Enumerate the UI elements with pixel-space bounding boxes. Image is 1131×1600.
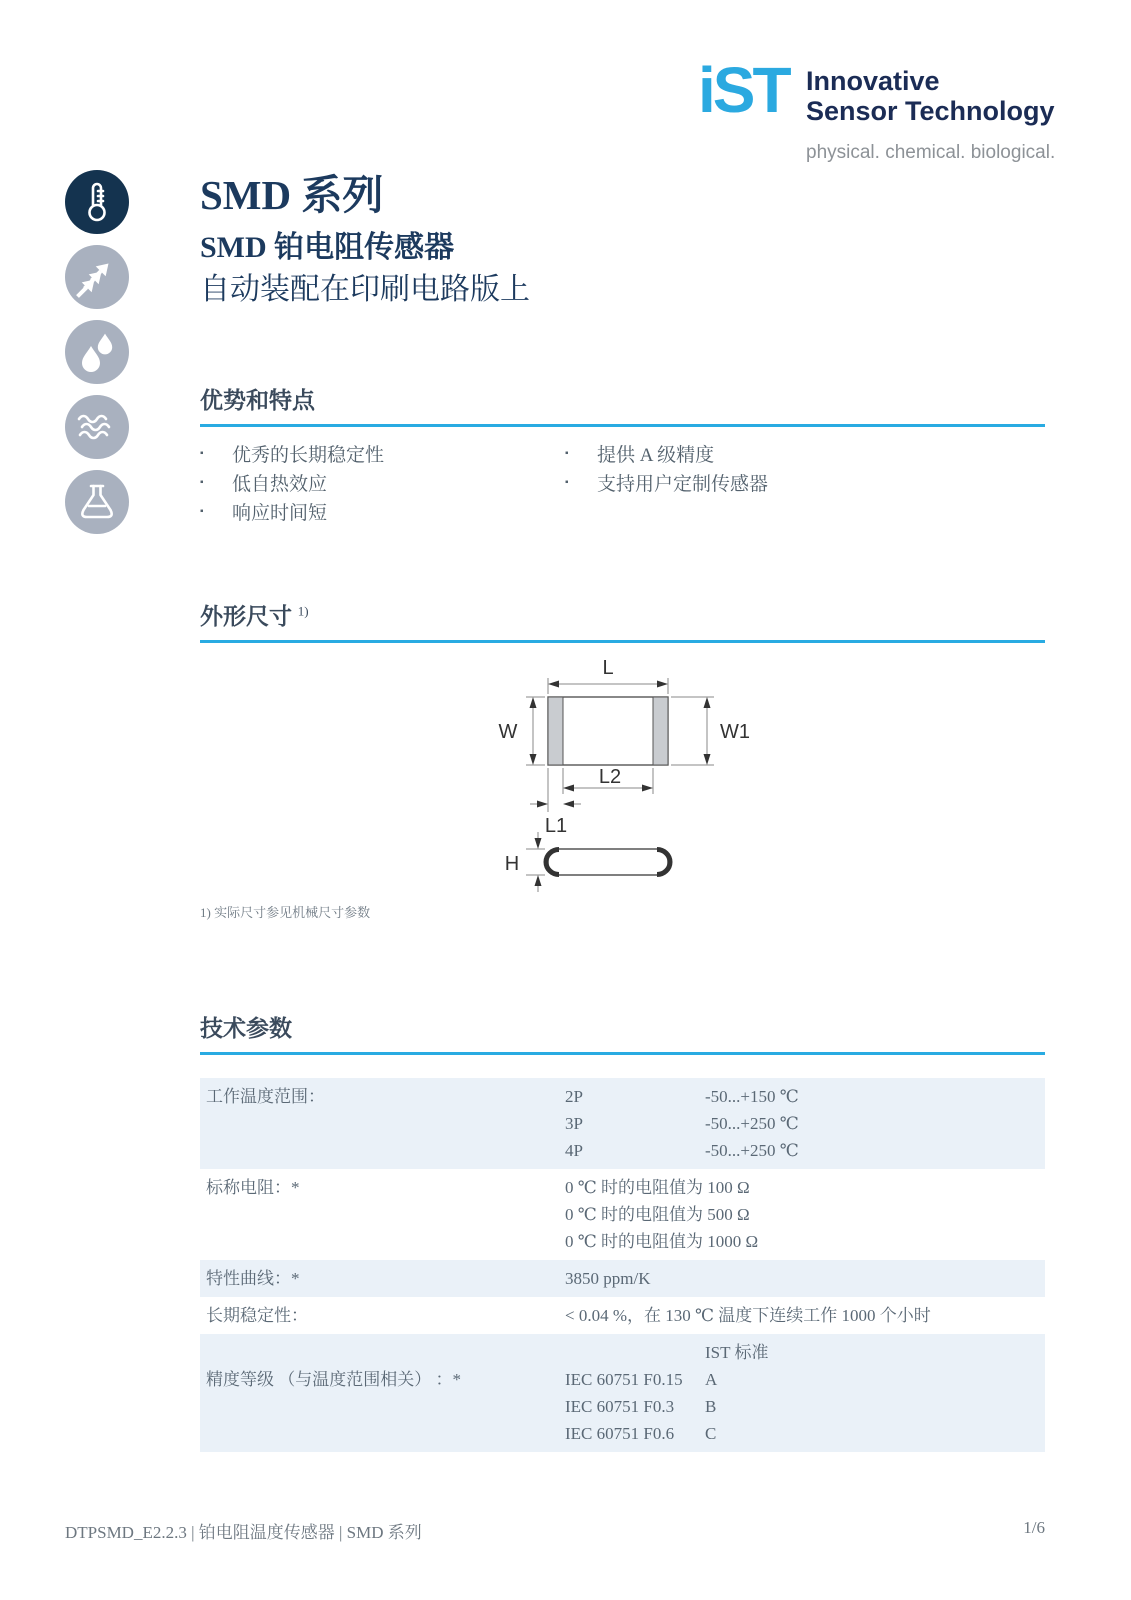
page-title: SMD 系列 <box>200 172 384 218</box>
dim-label-W: W <box>498 721 518 743</box>
smd-terminal-right <box>653 697 668 765</box>
spec-value: 3P <box>565 1114 583 1133</box>
footnote-marker: 1) <box>297 603 309 619</box>
spec-value: 3850 ppm/K <box>565 1269 651 1288</box>
company-name-line2: Sensor Technology <box>806 96 1055 126</box>
flow-icon <box>65 245 129 309</box>
spec-label: 精度等级 （与温度范围相关） ：* <box>206 1370 461 1389</box>
humidity-icon <box>65 320 129 384</box>
company-name <box>806 66 1055 126</box>
footer-page-number: 1/6 <box>1023 1518 1045 1537</box>
ist-logo-mark: iST <box>698 54 789 126</box>
spec-value: IEC 60751 F0.3 <box>565 1397 675 1416</box>
flask-icon <box>65 470 129 534</box>
smd-side-view <box>548 849 668 875</box>
table-row <box>200 1297 1045 1334</box>
smd-top-view <box>548 697 668 765</box>
specs-heading: 技术参数 <box>200 1010 1045 1055</box>
spec-value: 0 ℃ 时的电阻值为 1000 Ω <box>565 1232 759 1251</box>
feature-text: 优秀的长期稳定性 <box>232 445 385 466</box>
list-item <box>200 498 384 527</box>
list-item <box>565 440 768 469</box>
bullet-icon: ▪ <box>565 448 569 459</box>
page-subtitle: SMD 铂电阻传感器 <box>200 231 455 264</box>
dimensions-heading: 外形尺寸 $^{1)}$ <box>200 598 1045 643</box>
spec-column-header: IST 标准 <box>705 1343 769 1362</box>
company-name-line1: Innovative <box>806 66 940 96</box>
list-item <box>200 440 384 469</box>
title-block <box>200 172 530 307</box>
bullet-icon: ▪ <box>565 477 569 488</box>
bullet-icon: ▪ <box>200 477 204 488</box>
dim-label-L2: L2 <box>598 766 622 788</box>
spec-value: B <box>705 1397 717 1416</box>
spec-value: 2P <box>565 1087 583 1106</box>
dimensions-footnote: 1) 实际尺寸参见机械尺寸参数 <box>200 905 371 920</box>
specs-table <box>200 1078 1045 1452</box>
feature-text: 提供 A 级精度 <box>597 445 715 466</box>
spec-value: IEC 60751 F0.15 <box>565 1370 683 1389</box>
table-row <box>200 1334 1045 1452</box>
table-row <box>200 1260 1045 1297</box>
features-column-left <box>200 440 384 527</box>
spec-value: -50...+250 ℃ <box>705 1141 799 1160</box>
dim-label-W1: W1 <box>720 721 750 743</box>
spec-label: 标称电阻：* <box>206 1178 300 1197</box>
features-column-right <box>565 440 768 498</box>
list-item <box>565 469 768 498</box>
bullet-icon: ▪ <box>200 506 204 517</box>
list-item <box>200 469 384 498</box>
temperature-icon <box>65 170 129 234</box>
spec-value: -50...+150 ℃ <box>705 1087 799 1106</box>
footer-document-id: DTPSMD_E2.2.3 | 铂电阻温度传感器 | SMD 系列 <box>65 1523 422 1542</box>
spec-value: 4P <box>565 1141 583 1160</box>
table-row <box>200 1169 1045 1260</box>
dimension-drawing <box>470 652 760 897</box>
spec-label: 长期稳定性： <box>206 1306 308 1325</box>
spec-value: < 0.04 %，在 130 ℃ 温度下连续工作 1000 个小时 <box>565 1306 931 1325</box>
feature-text: 响应时间短 <box>232 503 328 524</box>
spec-value: IEC 60751 F0.6 <box>565 1424 675 1443</box>
spec-value: 0 ℃ 时的电阻值为 500 Ω <box>565 1205 750 1224</box>
feature-text: 支持用户定制传感器 <box>597 474 769 495</box>
features-heading: 优势和特点 <box>200 382 1045 427</box>
product-category-icons <box>65 170 129 534</box>
spec-label: 特性曲线：* <box>206 1269 300 1288</box>
feature-text: 低自热效应 <box>232 474 328 495</box>
conductivity-icon <box>65 395 129 459</box>
bullet-icon: ▪ <box>200 448 204 459</box>
smd-terminal-left <box>548 697 563 765</box>
table-row <box>200 1078 1045 1169</box>
spec-value: C <box>705 1424 717 1443</box>
spec-value: A <box>705 1370 718 1389</box>
page-subtitle2: 自动装配在印刷电路版上 <box>200 273 530 306</box>
spec-label: 工作温度范围： <box>206 1087 325 1106</box>
dim-label-L: L <box>602 657 614 679</box>
spec-value: 0 ℃ 时的电阻值为 100 Ω <box>565 1178 750 1197</box>
company-tagline: physical. chemical. biological. <box>806 142 1056 163</box>
spec-value: -50...+250 ℃ <box>705 1114 799 1133</box>
dim-label-L1: L1 <box>544 815 568 837</box>
dim-label-H: H <box>504 853 520 875</box>
